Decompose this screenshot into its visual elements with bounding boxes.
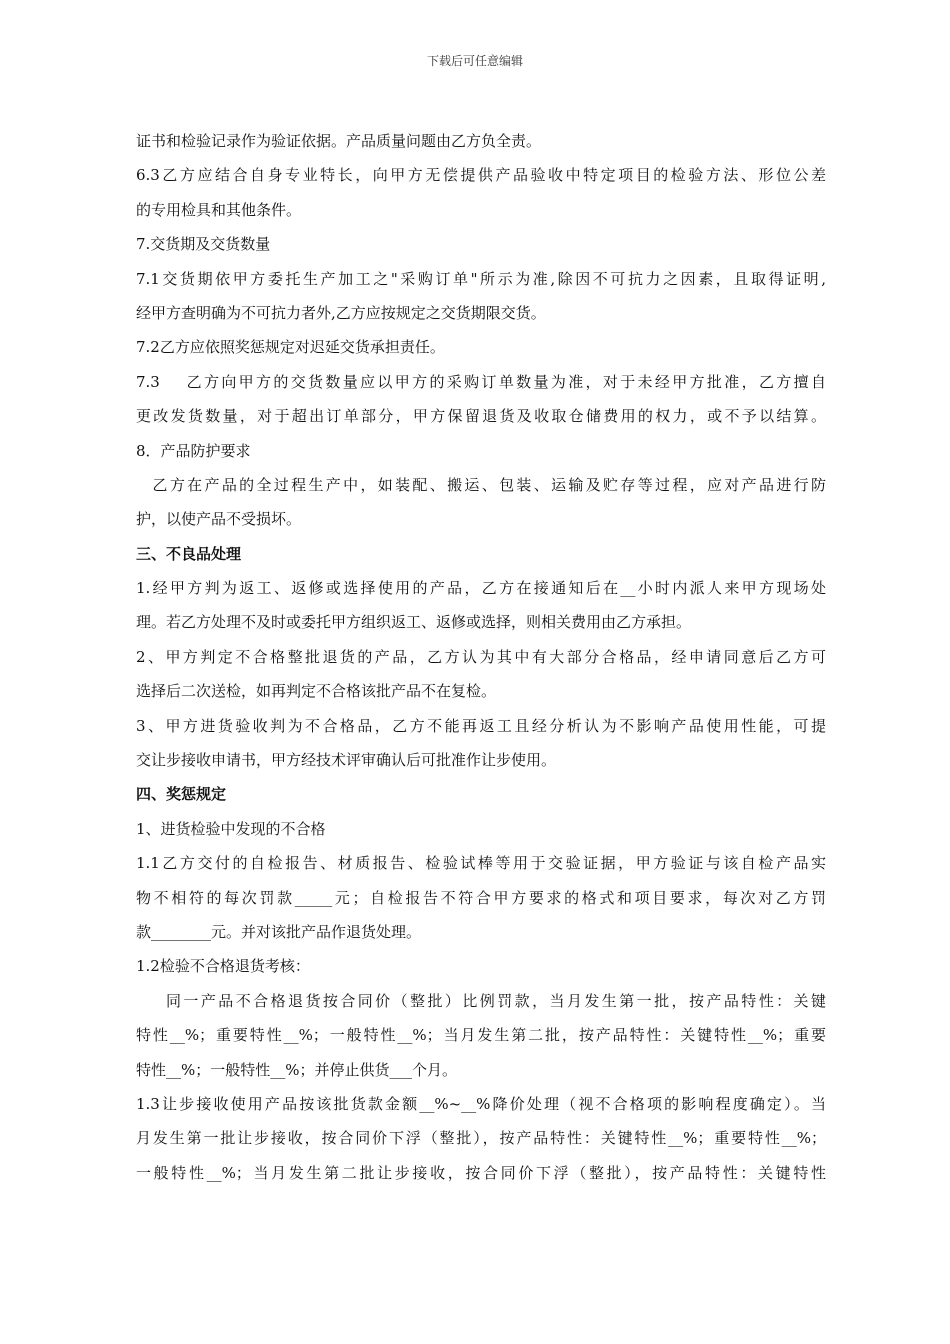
paragraph-line: 1.1乙方交付的自检报告、材质报告、检验试棒等用于交验证据，甲方验证与该自检产品实 <box>136 854 826 873</box>
paragraph-line: 特性__%；重要特性__%；一般特性__%；当月发生第二批，按产品特性：关键特性__%；重要 <box>136 1026 826 1045</box>
paragraph-line: 的专用检具和其他条件。 <box>136 200 302 219</box>
paragraph-line: 1.经甲方判为返工、返修或选择使用的产品，乙方在接通知后在__小时内派人来甲方现场处 <box>136 579 826 598</box>
section-heading: 四、奖惩规定 <box>136 785 227 804</box>
section-heading: 三、不良品处理 <box>136 544 242 563</box>
paragraph-line: 经甲方查明确为不可抗力者外,乙方应按规定之交货期限交货。 <box>136 303 546 322</box>
paragraph-line: 3、甲方进货验收判为不合格品，乙方不能再返工且经分析认为不影响产品使用性能，可提 <box>136 716 826 735</box>
paragraph-line: 2、甲方判定不合格整批退货的产品，乙方认为其中有大部分合格品，经申请同意后乙方可 <box>136 647 826 666</box>
paragraph-line: 理。若乙方处理不及时或委托甲方组织返工、返修或选择，则相关费用由乙方承担。 <box>136 613 692 632</box>
paragraph-line: 护，以使产品不受损坏。 <box>136 510 302 529</box>
paragraph-line: 1.2检验不合格退货考核： <box>136 957 310 976</box>
document-body <box>136 124 826 1190</box>
paragraph-line: 6.3乙方应结合自身专业特长，向甲方无偿提供产品验收中特定项目的检验方法、形位公差 <box>136 166 826 185</box>
paragraph-line: 1.3让步接收使用产品按该批货款金额__%~__%降价处理（视不合格项的影响程度确定）。当 <box>136 1094 826 1113</box>
paragraph-line: 特性__%；一般特性__%；并停止供货___个月。 <box>136 1060 458 1079</box>
paragraph-line: 8．产品防护要求 <box>136 441 251 460</box>
paragraph-line: 7.1交货期依甲方委托生产加工之"采购订单"所示为准,除因不可抗力之因素，且取得证明, <box>136 269 826 288</box>
paragraph-line: 1、进货检验中发现的不合格 <box>136 819 326 838</box>
paragraph-line: 款________元。并对该批产品作退货处理。 <box>136 922 422 941</box>
paragraph-line: 7.3 乙方向甲方的交货数量应以甲方的采购订单数量为准，对于未经甲方批准，乙方擅自 <box>136 372 826 391</box>
paragraph-line: 7.2乙方应依照奖惩规定对迟延交货承担责任。 <box>136 338 445 357</box>
paragraph-line: 证书和检验记录作为验证依据。产品质量问题由乙方负全责。 <box>136 132 542 150</box>
paragraph-line: 更改发货数量，对于超出订单部分，甲方保留退货及收取仓储费用的权力，或不予以结算。 <box>136 407 826 426</box>
paragraph-line: 同一产品不合格退货按合同价（整批）比例罚款，当月发生第一批，按产品特性：关键 <box>166 991 826 1010</box>
paragraph-line: 月发生第一批让步接收，按合同价下浮（整批），按产品特性：关键特性__%；重要特性__%； <box>136 1129 826 1148</box>
paragraph-line: 物不相符的每次罚款_____元；自检报告不符合甲方要求的格式和项目要求，每次对乙方罚 <box>136 888 826 907</box>
paragraph-line: 交让步接收申请书，甲方经技术评审确认后可批准作让步使用。 <box>136 751 557 770</box>
paragraph-line: 一般特性__%；当月发生第二批让步接收，按合同价下浮（整批），按产品特性：关键特性 <box>136 1163 826 1182</box>
paragraph-line: 选择后二次送检，如再判定不合格该批产品不在复检。 <box>136 682 497 701</box>
paragraph-line: 乙方在产品的全过程生产中，如装配、搬运、包装、运输及贮存等过程，应对产品进行防 <box>152 475 826 494</box>
paragraph-line: 7.交货期及交货数量 <box>136 235 271 254</box>
page-header: 下载后可任意编辑 <box>426 54 523 68</box>
